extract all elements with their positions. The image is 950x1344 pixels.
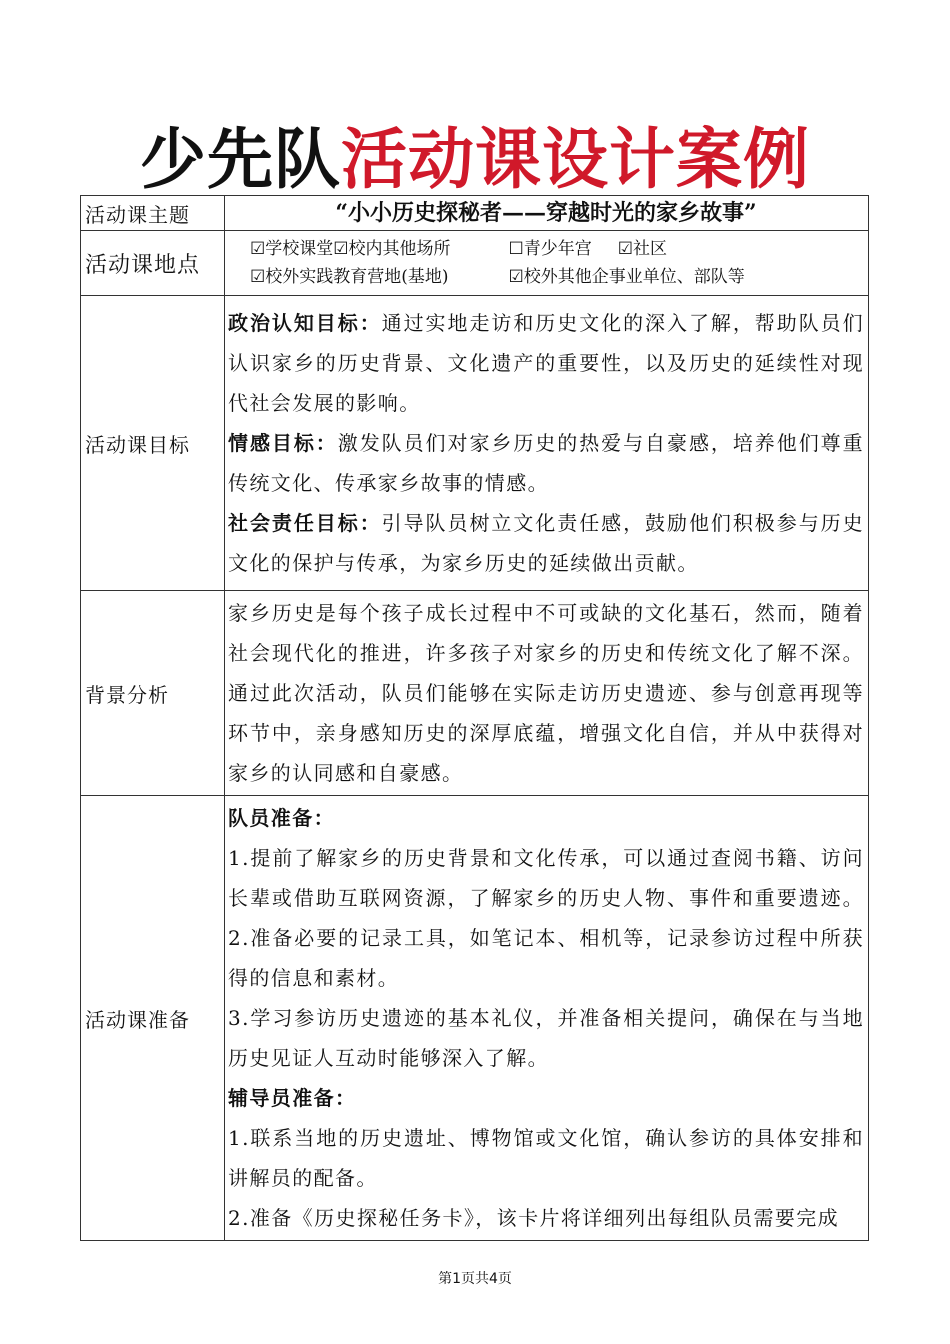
location-line-2 bbox=[228, 263, 864, 291]
table-row-preparation bbox=[81, 796, 869, 1241]
location-option-enterprise: ☑校外其他企事业单位、部队等 bbox=[508, 267, 745, 287]
goal-social-text: 引导队员树立文化责任感，鼓励他们积极参与历史文化的保护与传承，为家乡历史的延续做出贡献。 bbox=[228, 511, 864, 575]
counselor-prep-item-2: 2.准备《历史探秘任务卡》，该卡片将详细列出每组队员需要完成 bbox=[228, 1206, 840, 1230]
location-option-youth-palace: ☐青少年宫 bbox=[508, 239, 592, 259]
goal-political bbox=[228, 303, 864, 423]
table-row-theme bbox=[81, 196, 869, 231]
page-footer: 第1页共4页 bbox=[438, 1271, 512, 1287]
location-cell bbox=[225, 231, 869, 296]
location-option-campus-other: ☑校内其他场所 bbox=[333, 239, 451, 259]
member-prep-heading-text: 队员准备： bbox=[228, 806, 335, 830]
title-red-part: 活动课设计案例 bbox=[341, 121, 810, 198]
location-option-practice-base: ☑校外实践教育营地(基地) bbox=[250, 267, 449, 287]
theme-value: “小小历史探秘者——穿越时光的家乡故事” bbox=[335, 200, 757, 226]
theme-cell bbox=[225, 196, 869, 231]
goal-political-heading: 政治认知目标： bbox=[228, 311, 382, 335]
counselor-prep-item-1: 1.联系当地的历史遗址、博物馆或文化馆，确认参访的具体安排和讲解员的配备。 bbox=[228, 1126, 864, 1190]
background-text: 家乡历史是每个孩子成长过程中不可或缺的文化基石，然而，随着社会现代化的推进，许多孩子对家乡的历史和传统文化了解不深。通过此次活动，队员们能够在实际走访历史遗迹、参与创意再现等环节中，亲身感知历史的深厚底蕴，增强文化自信，并从中获得对家乡的认同感和自豪感。 bbox=[228, 601, 864, 785]
location-label: 活动课地点 bbox=[81, 231, 225, 296]
title-black-part: 少先队 bbox=[140, 121, 341, 198]
goals-cell bbox=[225, 296, 869, 591]
member-prep-item-1: 1.提前了解家乡的历史背景和文化传承，可以通过查阅书籍、访问长辈或借助互联网资源，了解家乡的历史人物、事件和重要遗迹。2.准备必要的记录工具，如笔记本、相机等，记录参访过程中所获得的信息和素材。 bbox=[228, 846, 864, 990]
member-prep-heading bbox=[228, 798, 864, 838]
goal-emotional-text: 激发队员们对家乡历史的热爱与自豪感，培养他们尊重传统文化、传承家乡故事的情感。 bbox=[228, 431, 864, 495]
preparation-label: 活动课准备 bbox=[81, 796, 225, 1241]
goals-label: 活动课目标 bbox=[81, 296, 225, 591]
table-row-goals bbox=[81, 296, 869, 591]
goal-political-text: 通过实地走访和历史文化的深入了解，帮助队员们认识家乡的历史背景、文化遗产的重要性，以及历史的延续性对现代社会发展的影响。 bbox=[228, 311, 864, 415]
background-cell bbox=[225, 591, 869, 796]
background-label: 背景分析 bbox=[81, 591, 225, 796]
member-prep-item-3: 3.学习参访历史遗迹的基本礼仪，并准备相关提问，确保在与当地历史见证人互动时能够深入了解。 bbox=[228, 1006, 864, 1070]
counselor-prep-heading bbox=[228, 1078, 864, 1118]
location-option-community: ☑社区 bbox=[617, 239, 667, 259]
goal-social-heading: 社会责任目标： bbox=[228, 511, 382, 535]
goal-emotional-heading: 情感目标： bbox=[228, 431, 338, 455]
table-row-background bbox=[81, 591, 869, 796]
goal-emotional bbox=[228, 423, 864, 503]
table-row-location bbox=[81, 231, 869, 296]
page-title bbox=[0, 120, 950, 200]
location-option-school-classroom: ☑学校课堂 bbox=[250, 239, 334, 259]
goal-social bbox=[228, 503, 864, 583]
location-line-1 bbox=[228, 235, 864, 263]
counselor-prep-heading-text: 辅导员准备： bbox=[228, 1086, 357, 1110]
theme-label: 活动课主题 bbox=[81, 196, 225, 231]
preparation-cell bbox=[225, 796, 869, 1241]
activity-plan-table bbox=[80, 195, 869, 1241]
